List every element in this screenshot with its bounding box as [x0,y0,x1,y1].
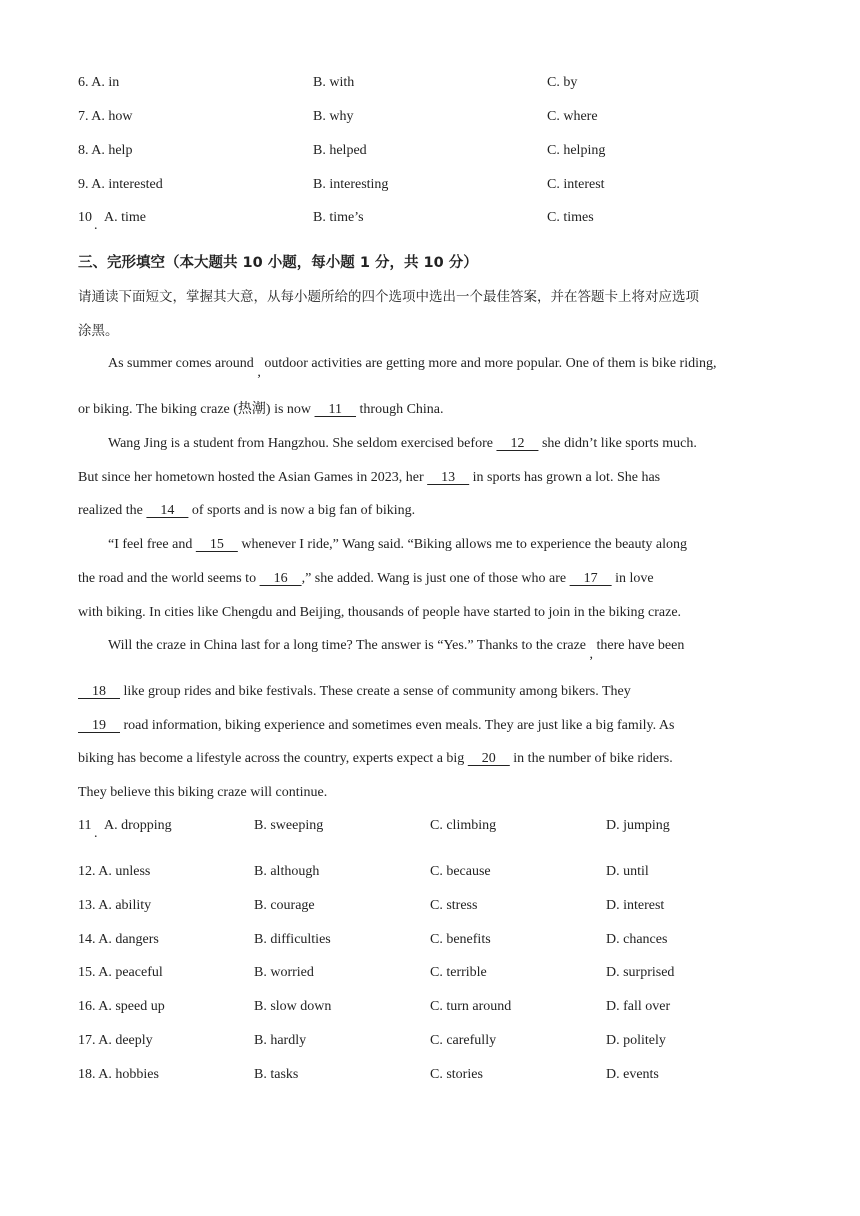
question-number: 10 [78,210,92,225]
option-c: C. where [547,109,598,124]
option-b: B. courage [254,898,315,913]
blank-14: 14 [146,503,189,518]
option-a: 12. A. unless [78,864,151,879]
option-a: 15. A. peaceful [78,965,163,980]
option-d: D. interest [606,898,665,913]
section-heading: 三、完形填空（本大题共 10 小题，每小题 1 分，共 10 分） [78,255,478,271]
passage-line: the road and the world seems to 16 ,” she added. Wang is just one of those who are 17 in love [78,571,654,586]
option-c: C. terrible [430,965,487,980]
option-c: C. times [547,210,594,225]
blank-13: 13 [427,470,470,485]
option-b: B. with [313,75,355,90]
option-b: B. tasks [254,1067,299,1082]
blank-17: 17 [569,571,612,586]
option-row-6 [0,73,860,93]
option-c: C. turn around [430,999,512,1014]
option-row-15 [0,963,860,983]
option-c: C. stress [430,898,478,913]
blank-12: 12 [496,436,539,451]
passage-line: with biking. In cities like Chengdu and Beijing, thousands of people have started to join in the biking craze. [78,605,682,620]
option-b: B. sweeping [254,818,324,833]
passage-line: or biking. The biking craze (热潮) is now 11 through China. [78,402,444,417]
passage-line: 18 like group rides and bike festivals. These create a sense of community among bikers. They [78,684,631,699]
option-c: C. climbing [430,818,497,833]
option-c: C. carefully [430,1033,497,1048]
option-b: B. difficulties [254,932,331,947]
option-d: D. until [606,864,649,879]
option-b: B. interesting [313,177,389,192]
option-a: 18. A. hobbies [78,1067,159,1082]
option-a: 8. A. help [78,143,133,158]
option-b: B. slow down [254,999,332,1014]
option-d: D. fall over [606,999,671,1014]
blank-15: 15 [195,537,238,552]
option-d: D. jumping [606,818,670,833]
option-a: 17. A. deeply [78,1033,153,1048]
passage-line: But since her hometown hosted the Asian Games in 2023, her 13 in sports has grown a lot. She has [78,470,661,485]
option-c: C. interest [547,177,605,192]
option-b: B. worried [254,965,314,980]
passage-line: They believe this biking craze will continue. [78,785,328,800]
option-b: B. helped [313,143,367,158]
blank-16: 16 [259,571,302,586]
option-d: D. events [606,1067,659,1082]
passage-line: 19 road information, biking experience and sometimes even meals. They are just like a big family. As [78,718,675,733]
option-row-9 [0,175,860,195]
blank-18: 18 [78,684,120,699]
option-a: 13. A. ability [78,898,152,913]
option-a: 16. A. speed up [78,999,165,1014]
instructions-line-2: 涂黑。 [78,323,119,339]
option-row-7 [0,107,860,127]
option-row-11 [0,816,860,841]
passage-line: biking has become a lifestyle across the country, experts expect a big 20 in the number of bike riders. [78,751,673,766]
option-b: B. why [313,109,354,124]
option-c: C. by [547,75,578,90]
blank-20: 20 [467,751,510,766]
passage-line: realized the 14 of sports and is now a big fan of biking. [78,503,416,518]
option-a: A. dropping [104,818,172,833]
option-row-8 [0,141,860,161]
option-a: A. time [104,210,146,225]
option-row-12 [0,862,860,882]
option-b: B. although [254,864,320,879]
option-a: 7. A. how [78,109,133,124]
option-row-17 [0,1031,860,1051]
question-number: 11 [78,818,92,833]
option-d: D. chances [606,932,668,947]
option-row-13 [0,896,860,916]
option-row-16 [0,997,860,1017]
passage-line: As summer comes around , outdoor activities are getting more and more popular. One of them is bike riding, [108,356,717,380]
option-a: 14. A. dangers [78,932,159,947]
option-d: D. surprised [606,965,675,980]
option-row-10 [0,208,860,233]
option-d: D. politely [606,1033,666,1048]
option-a: 9. A. interested [78,177,163,192]
option-c: C. helping [547,143,606,158]
passage-line: “I feel free and 15 whenever I ride,” Wang said. “Biking allows me to experience the beauty along [108,537,688,552]
option-b: B. hardly [254,1033,307,1048]
option-row-18 [0,1065,860,1085]
blank-19: 19 [78,718,120,733]
number-dot: . [94,826,98,841]
blank-11: 11 [314,402,357,417]
option-a: 6. A. in [78,75,120,90]
option-c: C. because [430,864,491,879]
instructions-line-1: 请通读下面短文，掌握其大意，从每小题所给的四个选项中选出一个最佳答案，并在答题卡上将对应选项 [78,289,699,305]
option-b: B. time’s [313,210,364,225]
option-c: C. benefits [430,932,491,947]
passage-line: Wang Jing is a student from Hangzhou. She seldom exercised before 12 she didn’t like sports much. [108,436,697,451]
option-row-14 [0,930,860,950]
passage-line: Will the craze in China last for a long time? The answer is “Yes.” Thanks to the craze , there have been [108,638,685,662]
number-dot: . [94,218,98,233]
option-c: C. stories [430,1067,483,1082]
